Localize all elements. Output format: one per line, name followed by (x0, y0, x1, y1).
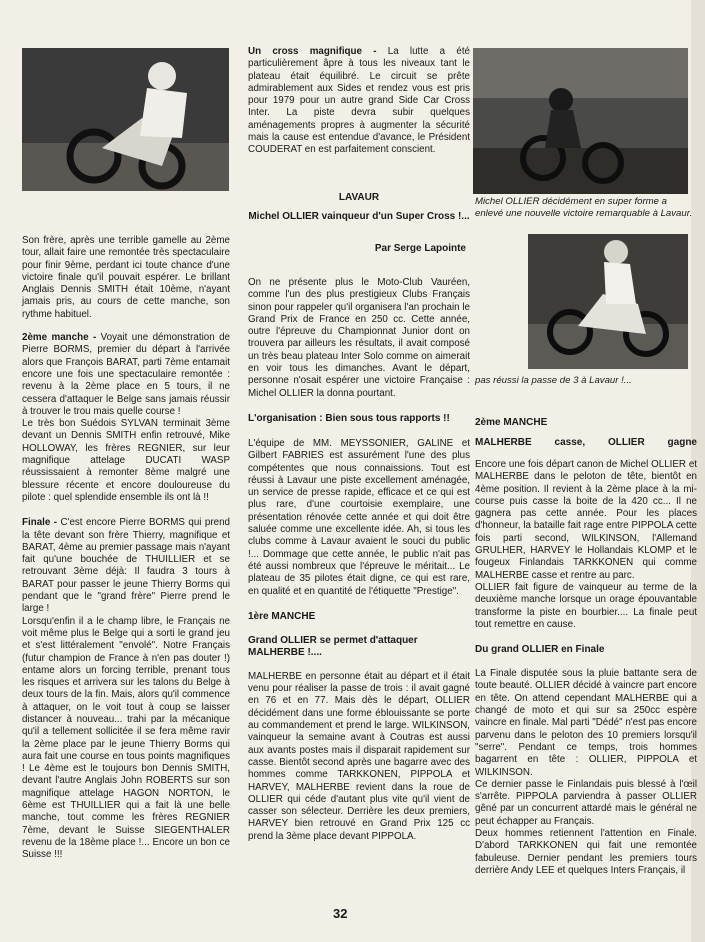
section-title-lavaur: LAVAUR (338, 192, 380, 203)
heading-organisation: L'organisation : Bien sous tous rapports !! (248, 412, 450, 424)
col3-paragraph-5: Deux hommes retiennent l'attention en Finale. D'abord TARKKONEN qui fait une remontée fabuleuse. Dernier pendant les premiers tours derrière Andy LEE et quelques Inters Français, il (475, 828, 697, 876)
col3-paragraph-2: OLLIER fait figure de vainqueur au terme de la deuxième manche lorsque un orage épouvantable transforme la piste en bourbier.... La finale peut tout remettre en cause. (475, 581, 697, 630)
article-headline: Michel OLLIER vainqueur d'un Super Cross !... (248, 211, 470, 222)
photo-sidecar-rider (22, 48, 229, 191)
col1-paragraph-5: Lorsqu'enfin il a le champ libre, le Français ne voit même plus le Belge qui a sorti le grand jeu et s'est littéralement "envolé". Notre Français (futur champion de France à n'en pas douter !) entame alors un forcing terrible, prenant tous les risques et arrivera sur les talons du Belge à deux tours de la fin. Mais, alors qu'il commence à attaquer, on le voit tout à coup se laisser distancer à nouveau... trahi par la mécanique qu'il a tellement sollicitée il se fera même ravir la 2ème place par le jeune Thierry Borms qui aura fait une course en tous points magnifiques ! Le 4ème est le toujours bon Dennis SMITH, devant l'autre Anglais John ROBERTS sur son magnifique attelage HAGON NORTON, le 6ème est THUILLIER qui a fait là une belle manche, tout comme les frères REGNIER 7ème, devant le Suisse SIEGENTHALER revenu de la 18ème place !... Encore un bon ce Suisse !!! (22, 615, 230, 861)
col1-lead-2: 2ème manche - (22, 332, 101, 344)
photo-malherbe (528, 234, 688, 369)
caption-photo-1: Michel OLLIER décidément en super forme a enlevé une nouvelle victoire remarquable à Lavaur. (475, 196, 693, 219)
heading-2eme-manche: 2ème MANCHE (475, 417, 548, 428)
col1-paragraph-1: Son frère, après une terrible gamelle au 2ème tour, allait faire une remontée très spectaculaire pour finir 9ème, perdant ici toute chance d'une victoire finale qu'il pouvait espérer. Le brillant Anglais Dennis SMITH était 10ème, n'ayant jamais pris, au cours de cette manche, son rythme habituel. (22, 235, 230, 320)
col1-text-2: Voyait une démonstration de Pierre BORMS, premier du départ à l'arrivée alors que François BARAT, parti 7ème entamait encore une fois une spectaculaire remontée : revenu à la 2ème place en 5 tours, il ne cessera d'attaquer le Belge sans jamais réussir à trouver le trou mais quelle course ! (22, 332, 230, 417)
photo-ollier-jump (473, 48, 688, 194)
col3-paragraph-4: Ce dernier passe le Finlandais puis blessé à l'œil s'arrête. PIPPOLA parviendra à passer OLLIER gêné par un concurrent attardé mais le général ne peut échapper au Français. (475, 778, 697, 827)
col2-lead-1: Un cross magnifique - (248, 46, 388, 57)
col3-paragraph-3: La Finale disputée sous la pluie battante sera de toute beauté. OLLIER décidé à vaincre part encore en tête. On attend cependant MALHERBE qui a changé de moto et qui sur sa 250cc espère vaincre en finale. Mal parti "Dédé" n'est pas encore parvenu dans le peloton des 10 premiers lorsqu'il "serre". Pendant ce temps, trois hommes bagarrent en tête : OLLIER, PIPPOLA et WILKINSON. (475, 668, 697, 778)
col2-paragraph-1 (248, 46, 470, 157)
col1-lead-4: Finale - (22, 517, 61, 529)
col1-paragraph-3: Le très bon Suédois SYLVAN terminait 3ème devant un Dennis SMITH enfin retrouvé, Mike HOLLOWAY, les frères REGNIER, sur leur magnifique attelage DUCATI WASP réussissaient à remonter 8ème malgré une blessure récente et encore douloureuse du pilote : quel splendide ensemble ils ont là !! (22, 418, 230, 503)
col2-paragraph-4: MALHERBE en personne était au départ et il était venu pour réaliser la passe de trois : il avait gagné en 76 et en 77. Mais dès le départ, OLLIER décidément dans une forme éblouissante se porte au commandement et prend le large. WILKINSON, vainqueur la semaine avant à Coutras est aussi aux avants postes mais il disparait rapidement sur casse. Bientôt second après une bagarre avec des hommes comme TARKKONEN, PIPPOLA et HARVEY, MALHERBE revient dans la roue de OLLIER qui céde d'autant plus vite qu'il vient de casser son sélecteur. Derrière les deux premiers, HARVEY bien retrouvé en Grand Prix 125 cc prend la 3ème place devant PIPPOLA. (248, 670, 470, 842)
heading-grand-ollier: Grand OLLIER se permet d'attaquer MALHERBE !.... (248, 634, 418, 658)
col2-text-1: La lutte a été particulièrement âpre à tous les niveaux tant le plateau était équilibré. Le circuit se prête admirablement aux Sides et rendez vous est pris pour 1979 pour un autre grand Side Car Cross Inter. La piste devra subir quelques aménagements propres à augmenter la sécurité mais la cause est entendue d'avance, le Président COUDERAT en est parfaitement conscient. (248, 46, 470, 156)
heading-grand-ollier-finale: Du grand OLLIER en Finale (475, 644, 605, 656)
page-number: 32 (333, 906, 348, 921)
col1-paragraph-2 (22, 332, 230, 418)
col1-paragraph-4 (22, 517, 230, 615)
heading-malherbe-casse: MALHERBE casse, OLLIER gagne (475, 437, 697, 448)
col2-paragraph-3: L'équipe de MM. MEYSSONIER, GALINE et Gilbert FABRIES est assurément l'une des plus compétentes que nous connaissions. Tout est réussi à Lavaur une piste excellement aménagée, un service de presse rapide, efficace et ce qui est plus rare, d'une courtoisie exemplaire, une présentation rénovée cette année et qui doit être saluée comme une excellente idée. Ah, si tous les clubs comme à Lavaur avaient le souci du public !... Dommage que cette année, le public n'ait pas été aussi nombreux que l'épreuve le méritait... Le plateau de 35 pilotes était digne, ce qui est rare, en qualité et en quantité de l'étiquette "Prestige". (248, 437, 470, 597)
caption-photo-2: pas réussi la passe de 3 à Lavaur !... (475, 375, 632, 386)
col1-text-4: C'est encore Pierre BORMS qui prend la tête devant son frère Thierry, magnifique et BARAT, 4ème au premier passage mais n'ayant fait qu'une bouchée de THUILLIER et se retrouvant 3ème déjà: Il faudra 3 tours à BARAT pour passer le jeune Thierry Borms qui pendant que le "grand frère" Pierre prend le large ! (22, 517, 230, 615)
col2-paragraph-2: On ne présente plus le Moto-Club Vauréen, comme l'un des plus prestigieux Clubs Français sinon pour rappeler qu'il organisera l'an prochain le Grand Prix de France en 250 cc. Cette année, outre l'épreuve du Championnat Junior dont on trouvera par ailleurs les résultats, il avait composé un très beau plateau Inter Solo comme on aimerait en voir tous les dimanches. Avant le départ, personne n'osait espérer une victoire Française : Michel OLLIER la donna pourtant. (248, 277, 470, 399)
heading-1ere-manche: 1ère MANCHE (248, 610, 316, 622)
col3-paragraph-1: Encore une fois départ canon de Michel OLLIER et MALHERBE dans le peloton de tête, bientôt en 4ème position. Il revient à la 2ème place à la mi-course puis casse la boite de la 420 cc... Il ne gagnera pas cette année. Pour les places d'honneur, la bataille fait rage entre PIPPOLA cette fois parti second, WILKINSON, l'Allemand GRULHER, HARVEY le Hollandais KLOMP et le fougeux Finlandais TARKKONEN qui comme MALHERBE casse et rentre au parc. (475, 459, 697, 581)
byline: Par Serge Lapointe (374, 243, 466, 254)
